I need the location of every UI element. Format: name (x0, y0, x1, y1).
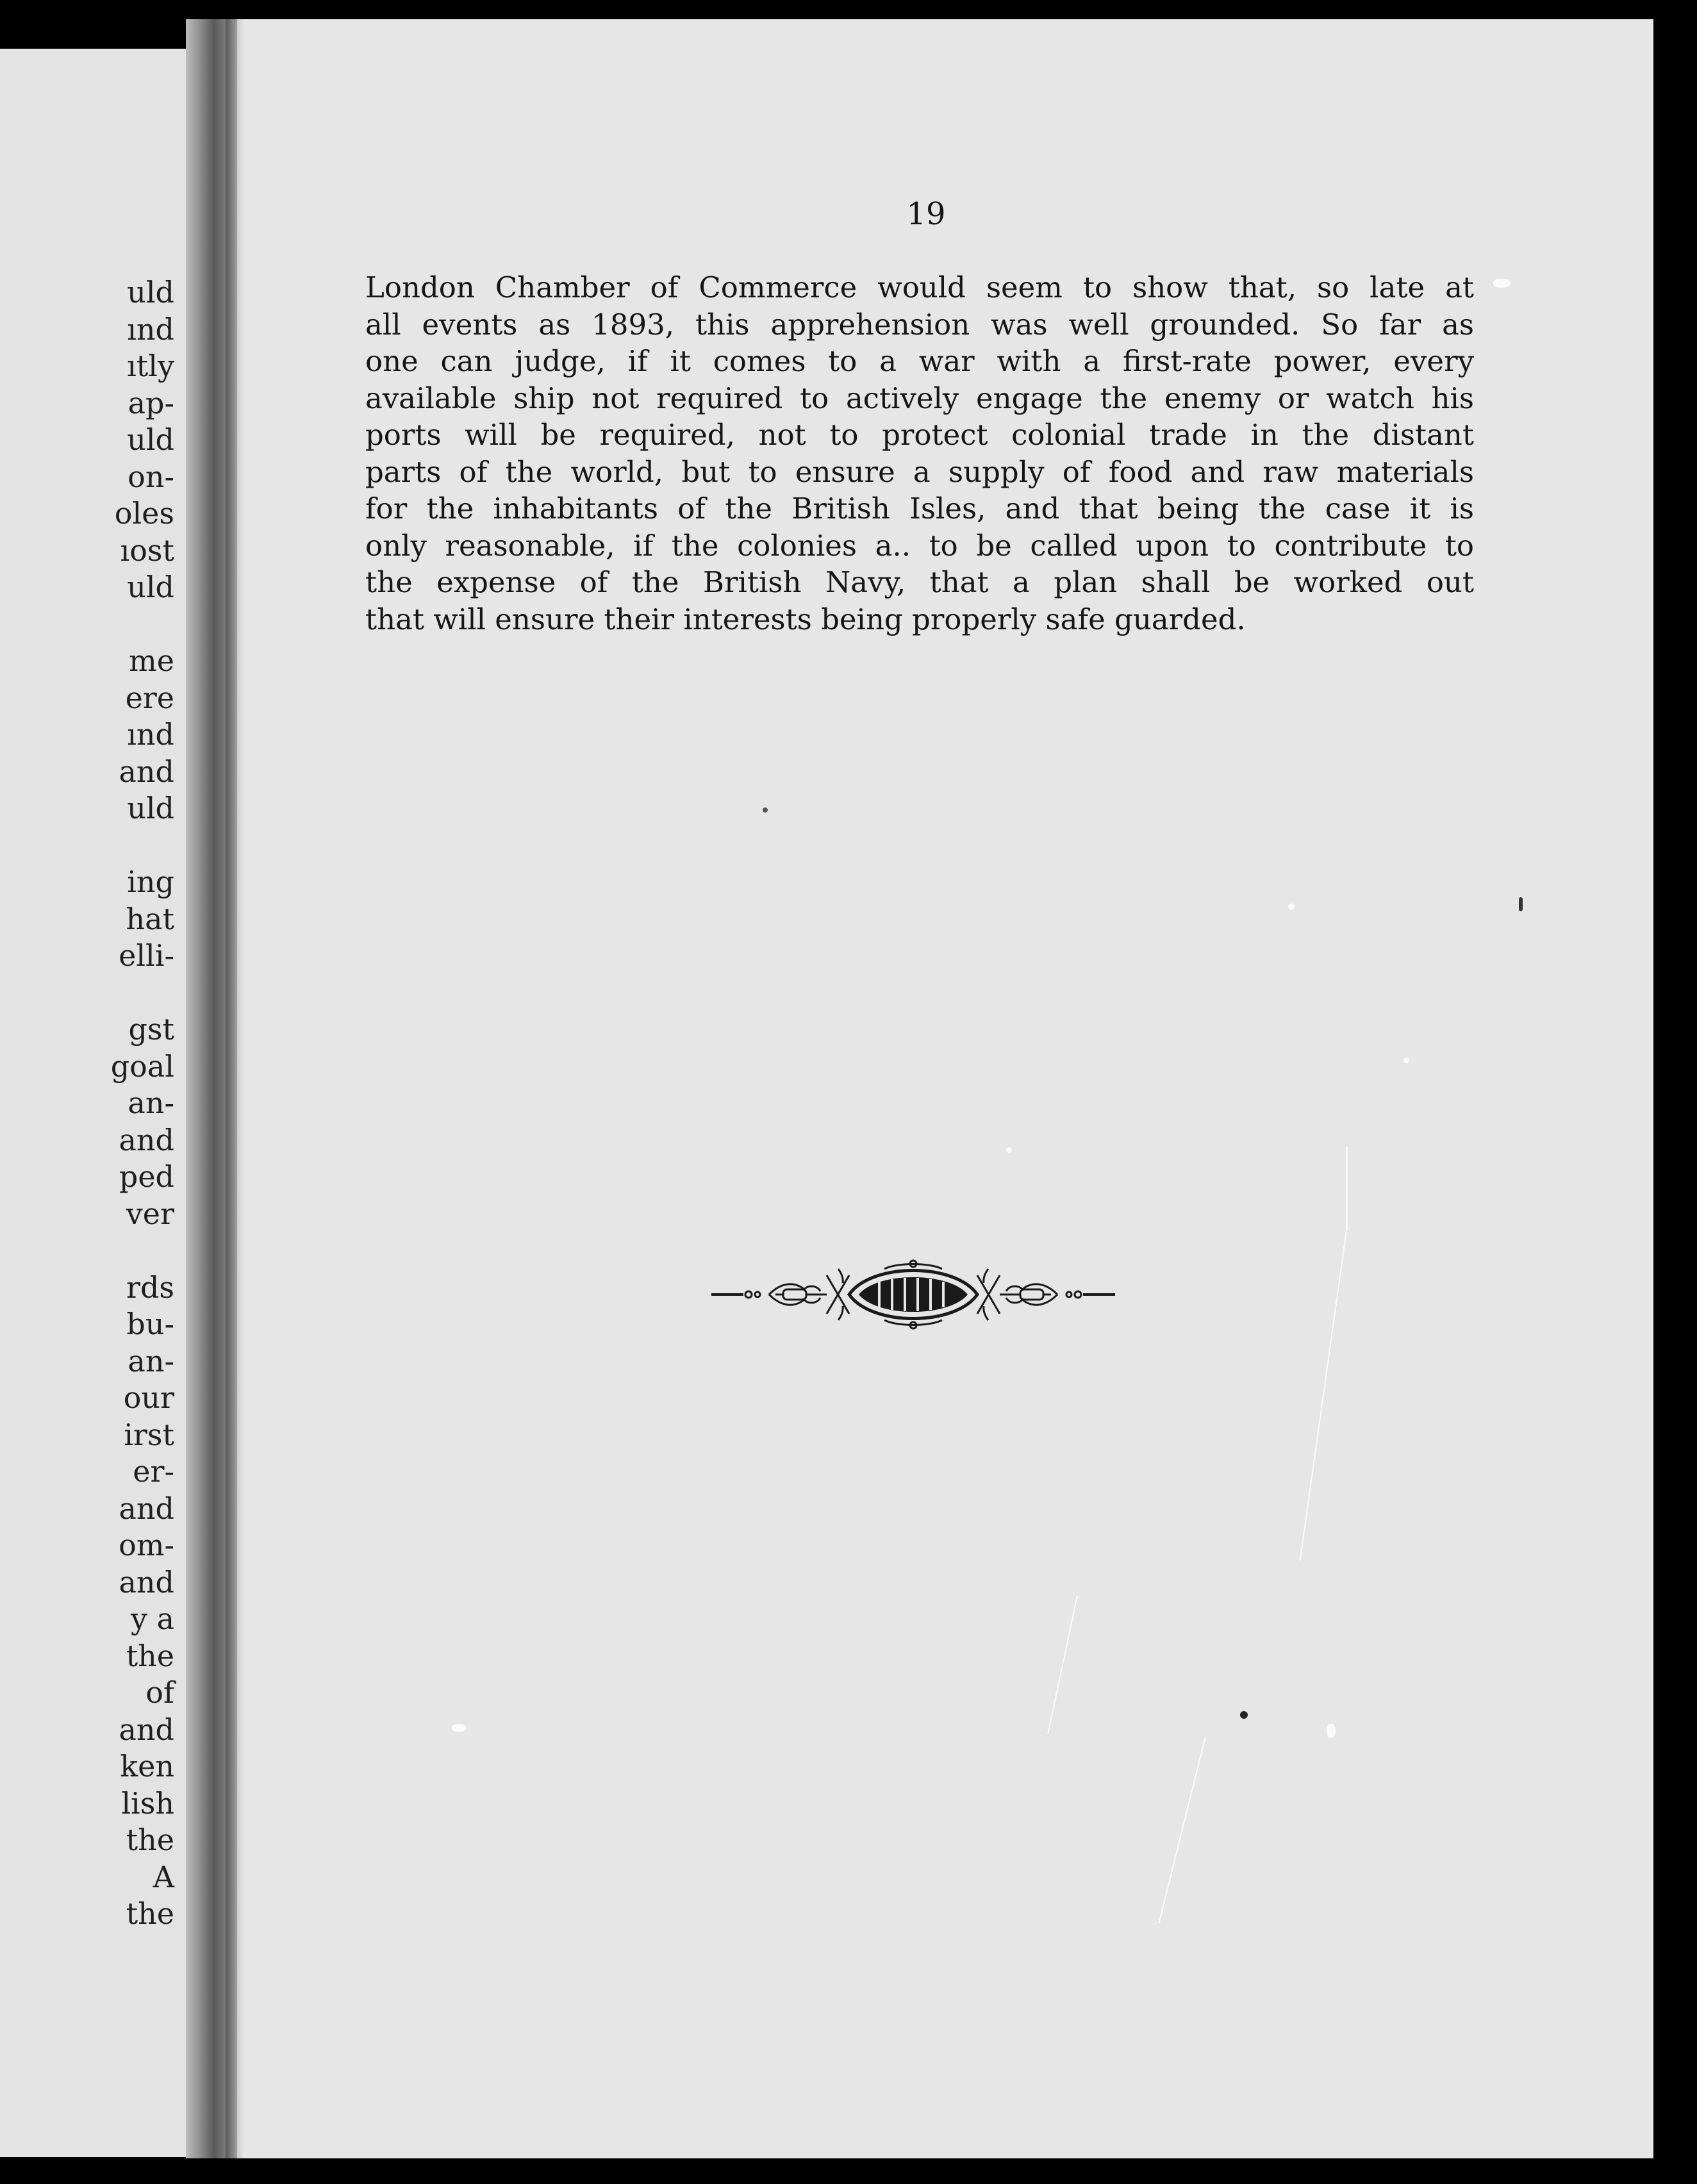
previous-page-line: ken (120, 1749, 174, 1783)
previous-page-gap (111, 975, 174, 1012)
previous-page-line: irst (124, 1417, 174, 1452)
previous-page-line: ınd (127, 717, 174, 752)
previous-page-line: ver (126, 1196, 174, 1231)
film-scratch (1158, 1737, 1206, 1924)
body-line: parts of the world, but to ensure a supply of food and raw materials (365, 454, 1474, 489)
previous-page-text (111, 274, 174, 1933)
previous-page-line: the (126, 1896, 174, 1931)
previous-page-line: er- (133, 1454, 174, 1489)
body-line: only reasonable, if the colonies a.. to be called upon to contribute to (365, 528, 1474, 563)
film-scratch (1300, 1230, 1347, 1560)
previous-page-line: ing (127, 864, 174, 899)
body-line: the expense of the British Navy, that a plan shall be worked out (365, 565, 1474, 599)
previous-page-line: goal (110, 1048, 174, 1084)
previous-page-edge (0, 49, 186, 2157)
dust-speck (1288, 904, 1295, 910)
dust-speck (1493, 279, 1510, 288)
ornamental-divider-icon (711, 1256, 1115, 1333)
previous-page-line: uld (127, 570, 174, 604)
previous-page-gap (111, 1232, 174, 1270)
body-line: one can judge, if it comes to a war with a first-rate power, every (365, 344, 1474, 378)
previous-page-line: and (119, 1122, 174, 1157)
body-line: that will ensure their interests being properly safe guarded. (365, 602, 1246, 636)
previous-page-line: and (119, 1712, 174, 1747)
previous-page-gap (111, 827, 174, 864)
dust-speck (1006, 1147, 1012, 1153)
previous-page-line: an- (128, 1086, 174, 1120)
previous-page-line: lish (121, 1785, 174, 1821)
film-scratch (1047, 1596, 1078, 1734)
body-line: available ship not required to actively engage the enemy or watch his (365, 381, 1474, 415)
previous-page-line: ped (119, 1159, 174, 1194)
page-number: 19 (906, 196, 946, 232)
body-line: for the inhabitants of the British Isles, and that being the case it is (365, 492, 1474, 525)
previous-page-line: ap- (128, 385, 174, 420)
previous-page-line: the (126, 1638, 174, 1673)
previous-page-line: on- (128, 459, 174, 494)
dust-speck (1240, 1711, 1248, 1719)
previous-page-line: y a (130, 1601, 174, 1636)
previous-page-line: and (119, 1564, 174, 1600)
previous-page-line: om- (119, 1528, 174, 1562)
scan-border-bottom (0, 2158, 1697, 2184)
previous-page-line: uld (127, 275, 174, 310)
previous-page-line: uld (127, 791, 174, 825)
previous-page-line: and (119, 1491, 174, 1526)
body-line: ports will be required, not to protect colonial trade in the distant (365, 418, 1474, 452)
previous-page-line: of (145, 1675, 174, 1710)
gutter-shadow (226, 19, 245, 2160)
previous-page-line: the (126, 1823, 174, 1857)
previous-page-line: ınd (127, 311, 174, 347)
scan-border-right (1653, 0, 1697, 2184)
previous-page-line: ıtly (127, 349, 174, 383)
previous-page-line: an- (128, 1343, 174, 1378)
previous-page-line: A (153, 1859, 174, 1894)
body-line: all events as 1893, this apprehension was well grounded. So far as (365, 307, 1474, 342)
previous-page-line: me (129, 643, 174, 678)
dust-speck (452, 1724, 466, 1732)
previous-page-line: and (119, 754, 174, 789)
dust-speck (1403, 1057, 1409, 1063)
previous-page-line: hat (126, 901, 174, 936)
previous-page-gap (111, 606, 174, 643)
body-paragraph (365, 269, 1474, 638)
previous-page-line: bu- (126, 1307, 174, 1341)
previous-page-line: uld (127, 422, 174, 457)
previous-page-line: our (123, 1380, 174, 1415)
scan-border-top (0, 0, 1697, 19)
previous-page-line: elli- (119, 938, 174, 973)
previous-page-line: ıost (120, 533, 174, 568)
dust-speck (1327, 1724, 1336, 1738)
body-line: London Chamber of Commerce would seem to show that, so late at (365, 270, 1474, 304)
film-scratch (1346, 1147, 1348, 1230)
dust-speck (763, 807, 768, 813)
previous-page-line: ere (125, 680, 174, 715)
previous-page-line: oles (114, 496, 174, 531)
dust-speck (1519, 897, 1523, 911)
previous-page-line: gst (128, 1012, 174, 1046)
previous-page-line: rds (126, 1270, 174, 1305)
